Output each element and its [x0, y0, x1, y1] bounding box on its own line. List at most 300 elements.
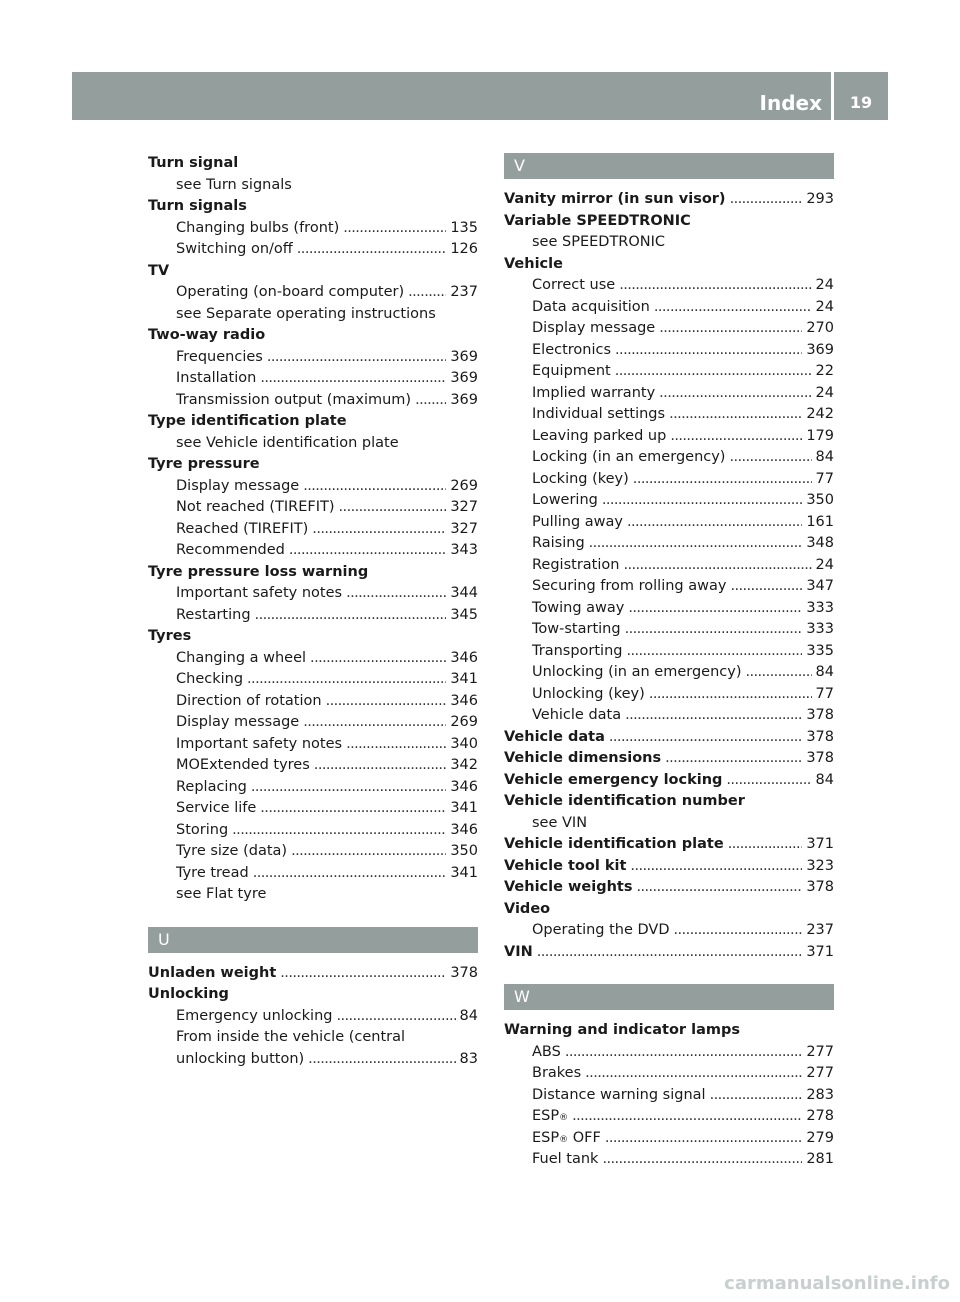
entry-label: Vehicle identification number: [504, 793, 745, 809]
index-entry: [148, 454, 478, 476]
index-subentry: [148, 1027, 478, 1049]
entry-label: Correct use: [532, 277, 616, 293]
page-reference: 371: [806, 943, 834, 960]
entry-label: Vehicle data: [532, 707, 622, 723]
entry-label: see SPEEDTRONIC: [532, 234, 666, 250]
section-header-u: U: [148, 927, 478, 953]
page-reference: 369: [450, 370, 478, 386]
page-reference: 378: [806, 707, 834, 723]
index-entry: [504, 1020, 834, 1042]
dot-leader: [729, 447, 811, 469]
dot-leader: [253, 863, 447, 885]
entry-label: see VIN: [532, 814, 588, 831]
index-subentry: [148, 540, 478, 562]
index-subentry: [148, 712, 478, 734]
page-reference: 281: [806, 1151, 834, 1167]
entry-label: Unlocking (in an emergency): [532, 664, 742, 680]
dot-leader: [297, 239, 447, 261]
page-reference: 369: [806, 341, 834, 358]
page-reference: 378: [806, 750, 834, 766]
dot-leader: [280, 963, 446, 985]
index-subentry: [148, 669, 478, 691]
page-reference: 333: [806, 621, 834, 637]
entry-label: Vehicle: [504, 255, 563, 272]
index-entry: [504, 770, 834, 792]
entry-label: Direction of rotation: [176, 692, 322, 709]
dot-leader: [625, 705, 802, 727]
index-subentry: [504, 920, 834, 942]
index-entry: [504, 254, 834, 276]
dot-leader: [415, 390, 446, 412]
dot-leader: [339, 497, 447, 519]
dot-leader: [260, 798, 446, 820]
dot-leader: [255, 605, 447, 627]
page-reference: 346: [450, 649, 478, 666]
dot-leader: [565, 1042, 802, 1064]
index-entry: [504, 791, 834, 813]
index-subentry: [504, 469, 834, 491]
dot-leader: [326, 691, 447, 713]
entry-label: Locking (in an emergency): [532, 449, 726, 465]
index-subentry: [504, 1063, 834, 1085]
index-subentry: [148, 304, 478, 326]
entry-label: Securing from rolling away: [532, 578, 727, 594]
entry-label: Installation: [176, 370, 257, 386]
page-reference: 346: [450, 821, 478, 838]
index-subentry: [504, 576, 834, 598]
entry-label: Replacing: [176, 778, 247, 795]
entry-label: Vehicle emergency locking: [504, 771, 723, 788]
dot-leader: [346, 734, 446, 756]
entry-label: Restarting: [176, 606, 251, 623]
dot-leader: [589, 533, 803, 555]
page-reference: 341: [450, 864, 478, 881]
index-subentry: [504, 447, 834, 469]
dot-leader: [308, 1049, 455, 1071]
entry-label: Transporting: [532, 642, 623, 659]
index-entry: [148, 325, 478, 347]
dot-leader: [408, 282, 446, 304]
dot-leader: [572, 1106, 802, 1128]
entry-label: ESP: [532, 1108, 560, 1124]
entry-label: Service life: [176, 800, 257, 816]
entry-label: Display message: [176, 714, 300, 730]
dot-leader: [585, 1063, 802, 1085]
page-reference: 237: [806, 922, 834, 938]
entry-label: see Flat tyre: [176, 886, 267, 902]
index-entry: [504, 899, 834, 921]
index-subentry: [148, 884, 478, 906]
entry-label: Fuel tank: [532, 1151, 599, 1167]
page-reference: 22: [815, 363, 834, 379]
entry-label: Type identification plate: [148, 413, 347, 429]
index-subentry: [148, 347, 478, 369]
page-reference: 179: [806, 427, 834, 444]
index-entry: [504, 727, 834, 749]
page-reference: 77: [815, 470, 834, 487]
index-subentry: [504, 404, 834, 426]
index-entry: [148, 196, 478, 218]
entry-label: Warning and indicator lamps: [504, 1022, 740, 1038]
entry-label: Important safety notes: [176, 585, 343, 601]
index-entry: [504, 942, 834, 964]
page-reference: 378: [806, 728, 834, 745]
page-reference: 237: [450, 284, 478, 300]
index-subentry: [148, 820, 478, 842]
page-reference: 345: [450, 606, 478, 623]
dot-leader: [654, 297, 812, 319]
page-reference: 341: [450, 671, 478, 687]
page-reference: 24: [815, 384, 834, 401]
entry-label: Tyre pressure: [148, 456, 260, 472]
dot-leader: [343, 218, 446, 240]
dot-leader: [633, 469, 812, 491]
entry-label: Implied warranty: [532, 384, 656, 401]
entry-label: Display message: [176, 477, 300, 494]
dot-leader: [625, 619, 803, 641]
index-subentry: [504, 318, 834, 340]
page-reference: 269: [450, 714, 478, 730]
index-subentry: [504, 512, 834, 534]
entry-label: Unlocking (key): [532, 685, 645, 702]
page-reference: 293: [806, 191, 834, 207]
dot-leader: [665, 748, 802, 770]
entry-label: Individual settings: [532, 406, 666, 422]
dot-leader: [346, 583, 446, 605]
dot-leader: [627, 512, 802, 534]
dot-leader: [674, 920, 803, 942]
page-number: 19: [849, 93, 873, 112]
dot-leader: [303, 476, 446, 498]
entry-label: TV: [148, 262, 170, 279]
page-reference: 350: [806, 492, 834, 508]
entry-label: Brakes: [532, 1065, 582, 1081]
entry-label: unlocking button): [176, 1050, 305, 1067]
page-reference: 279: [806, 1129, 834, 1146]
page-reference: 24: [815, 556, 834, 573]
watermark: carmanualsonline.info: [724, 1273, 950, 1294]
dot-leader: [267, 347, 446, 369]
entry-label: Frequencies: [176, 348, 263, 365]
entry-label: Distance warning signal: [532, 1086, 706, 1103]
page-reference: 323: [806, 857, 834, 874]
index-subentry: [148, 476, 478, 498]
index-subentry: [148, 841, 478, 863]
index-subentry: [504, 1042, 834, 1064]
index-entry: [148, 963, 478, 985]
index-entry: [148, 153, 478, 175]
index-subentry: [504, 684, 834, 706]
index-subentry: [148, 175, 478, 197]
dot-leader: [659, 318, 802, 340]
index-subentry: [504, 340, 834, 362]
entry-label: Turn signals: [148, 198, 247, 214]
page-reference: 84: [815, 449, 834, 465]
index-subentry: [148, 605, 478, 627]
index-subentry: [504, 705, 834, 727]
index-entry: [148, 411, 478, 433]
index-subentry: [504, 275, 834, 297]
entry-label: Operating the DVD: [532, 922, 670, 938]
index-subentry: [148, 239, 478, 261]
index-subentry: [148, 519, 478, 541]
entry-label: Switching on/off: [176, 241, 293, 257]
entry-label: Towing away: [532, 599, 625, 616]
index-subentry: [504, 662, 834, 684]
index-subentry: ESP ® . . . 278: [504, 1106, 834, 1128]
entry-label: Tyres: [148, 628, 192, 644]
dot-leader: [312, 519, 446, 541]
entry-label: Vehicle tool kit: [504, 857, 627, 874]
index-column-right: [504, 153, 834, 1171]
index-subentry: [148, 218, 478, 240]
entry-label: Equipment: [532, 363, 611, 379]
index-subentry: ESP ® OFF . . . 279: [504, 1128, 834, 1150]
dot-leader: [537, 942, 803, 964]
page-reference: 341: [450, 800, 478, 816]
page-reference: 333: [806, 599, 834, 616]
entry-label: MOExtended tyres: [176, 757, 310, 773]
dot-leader: [602, 490, 802, 512]
page-reference: 346: [450, 778, 478, 795]
index-subentry: [148, 1006, 478, 1028]
index-subentry: [148, 648, 478, 670]
entry-label: Reached (TIREFIT): [176, 520, 309, 537]
page-reference: 135: [450, 219, 478, 236]
dot-leader: [251, 777, 446, 799]
index-entry: [148, 261, 478, 283]
entry-label: Leaving parked up: [532, 427, 667, 444]
entry-label: Vehicle identification plate: [504, 836, 724, 852]
page-reference: 371: [806, 836, 834, 852]
entry-label: see Turn signals: [176, 176, 292, 193]
index-subentry: [148, 777, 478, 799]
index-subentry: [504, 555, 834, 577]
page-reference: 369: [450, 348, 478, 365]
dot-leader: [289, 540, 446, 562]
dot-leader: [626, 641, 802, 663]
entry-label: see Vehicle identification plate: [176, 434, 399, 451]
index-block: [504, 1020, 834, 1171]
page-reference: 346: [450, 692, 478, 709]
page-reference: 84: [459, 1007, 478, 1024]
entry-label: ESP: [532, 1129, 560, 1146]
page-reference: 347: [806, 578, 834, 594]
index-subentry: [504, 533, 834, 555]
entry-label: Emergency unlocking: [176, 1007, 333, 1024]
index-subentry: [504, 361, 834, 383]
index-subentry: [148, 390, 478, 412]
index-column-left: [148, 153, 478, 1070]
index-subentry: [504, 1149, 834, 1171]
page-reference: 83: [459, 1050, 478, 1067]
dot-leader: [649, 684, 812, 706]
index-entry: [504, 856, 834, 878]
dot-leader: [670, 426, 802, 448]
dot-leader: [730, 576, 802, 598]
page-header-bar: [72, 72, 888, 120]
dot-leader: [628, 598, 802, 620]
dot-leader: [630, 856, 802, 878]
dot-leader: [636, 877, 802, 899]
dot-leader: [605, 1128, 802, 1150]
dot-leader: [745, 662, 811, 684]
entry-label: Video: [504, 900, 551, 917]
page-reference: 242: [806, 406, 834, 422]
index-subentry: [148, 583, 478, 605]
entry-label: Vanity mirror (in sun visor): [504, 191, 726, 207]
entry-label: Transmission output (maximum): [176, 391, 412, 408]
dot-leader: [728, 834, 803, 856]
entry-label: Tow-starting: [532, 621, 621, 637]
index-entry: [148, 984, 478, 1006]
entry-label: Electronics: [532, 341, 612, 358]
page-reference: 378: [806, 879, 834, 895]
page-reference: 335: [806, 642, 834, 659]
section-title: Index: [759, 91, 822, 115]
index-subentry: [148, 433, 478, 455]
entry-label: Locking (key): [532, 470, 629, 487]
index-subentry: [504, 426, 834, 448]
entry-label: Tyre tread: [176, 864, 249, 881]
index-subentry: [148, 497, 478, 519]
dot-leader: [615, 361, 812, 383]
dot-leader: [730, 189, 803, 211]
page-reference: 77: [815, 685, 834, 702]
index-subentry: [504, 619, 834, 641]
dot-leader: [619, 275, 811, 297]
index-subentry: [148, 734, 478, 756]
page-reference: 348: [806, 535, 834, 551]
entry-label: Unladen weight: [148, 964, 277, 981]
index-subentry: [148, 691, 478, 713]
section-header-v: V: [504, 153, 834, 179]
entry-label: Unlocking: [148, 986, 229, 1002]
entry-label: Raising: [532, 535, 585, 551]
index-subentry: [148, 798, 478, 820]
page-reference: 24: [815, 277, 834, 293]
index-subentry: [148, 1049, 478, 1071]
page-reference: 343: [450, 542, 478, 558]
page-reference: 340: [450, 735, 478, 752]
dot-leader: [669, 404, 802, 426]
entry-label: Tyre pressure loss warning: [148, 563, 369, 580]
entry-label: Variable SPEEDTRONIC: [504, 212, 691, 229]
dot-leader: [609, 727, 802, 749]
entry-label-suffix: OFF: [568, 1129, 601, 1146]
entry-label: see Separate operating instructions: [176, 305, 436, 322]
entry-label: Vehicle data: [504, 728, 605, 745]
entry-label: VIN: [504, 943, 533, 960]
page-reference: 350: [450, 843, 478, 859]
entry-label: Important safety notes: [176, 735, 343, 752]
index-entry: [148, 562, 478, 584]
page-reference: 342: [450, 757, 478, 773]
entry-label: Registration: [532, 556, 620, 573]
entry-label: Changing bulbs (front): [176, 219, 340, 236]
page-reference: 270: [806, 320, 834, 336]
index-subentry: [504, 641, 834, 663]
index-entry: [504, 189, 834, 211]
page-reference: 277: [806, 1065, 834, 1081]
entry-label: Turn signal: [148, 155, 239, 171]
dot-leader: [247, 669, 446, 691]
page-reference: 126: [450, 241, 478, 257]
dot-leader: [314, 755, 447, 777]
entry-label: Display message: [532, 320, 656, 336]
index-subentry: [504, 232, 834, 254]
entry-label: ABS: [532, 1043, 561, 1060]
entry-label: Not reached (TIREFIT): [176, 499, 335, 515]
page-reference: 161: [806, 513, 834, 530]
index-subentry: [148, 863, 478, 885]
entry-label: Pulling away: [532, 513, 623, 530]
index-entry: [148, 626, 478, 648]
entry-label: Recommended: [176, 542, 285, 558]
dot-leader: [726, 770, 811, 792]
entry-label: Checking: [176, 671, 244, 687]
page-reference: 84: [815, 771, 834, 788]
page-reference: 283: [806, 1086, 834, 1103]
entry-label: Lowering: [532, 492, 598, 508]
page-reference: 327: [450, 499, 478, 515]
index-subentry: [148, 755, 478, 777]
dot-leader: [615, 340, 802, 362]
dot-leader: [310, 648, 446, 670]
index-entry: [504, 211, 834, 233]
entry-label: From inside the vehicle (central: [176, 1029, 406, 1045]
dot-leader: [602, 1149, 802, 1171]
dot-leader: [260, 368, 446, 390]
entry-label: Data acquisition: [532, 298, 650, 315]
index-subentry: [148, 282, 478, 304]
page-reference: 378: [450, 964, 478, 981]
index-subentry: [504, 1085, 834, 1107]
entry-label: Vehicle dimensions: [504, 750, 662, 766]
page-reference: 344: [450, 585, 478, 601]
index-subentry: [504, 598, 834, 620]
entry-label: Operating (on-board computer): [176, 284, 405, 300]
index-block: [148, 963, 478, 1071]
entry-label: Storing: [176, 821, 229, 838]
dot-leader: [659, 383, 811, 405]
index-subentry: [504, 383, 834, 405]
entry-label: Tyre size (data): [176, 843, 288, 859]
index-subentry: [504, 297, 834, 319]
dot-leader: [710, 1085, 803, 1107]
entry-label: Changing a wheel: [176, 649, 307, 666]
page-reference: 269: [450, 477, 478, 494]
page-reference: 84: [815, 664, 834, 680]
dot-leader: [291, 841, 446, 863]
entry-label: Vehicle weights: [504, 879, 633, 895]
index-subentry: [148, 368, 478, 390]
index-entry: [504, 834, 834, 856]
page-reference: 327: [450, 520, 478, 537]
index-entry: [504, 877, 834, 899]
index-subentry: [504, 490, 834, 512]
index-block: [148, 153, 478, 906]
index-entry: [504, 748, 834, 770]
page-reference: 369: [450, 391, 478, 408]
dot-leader: [623, 555, 811, 577]
index-block: [504, 189, 834, 963]
dot-leader: [336, 1006, 455, 1028]
page-reference: 278: [806, 1108, 834, 1124]
dot-leader: [303, 712, 446, 734]
entry-label: Two-way radio: [148, 327, 266, 343]
index-subentry: [504, 813, 834, 835]
